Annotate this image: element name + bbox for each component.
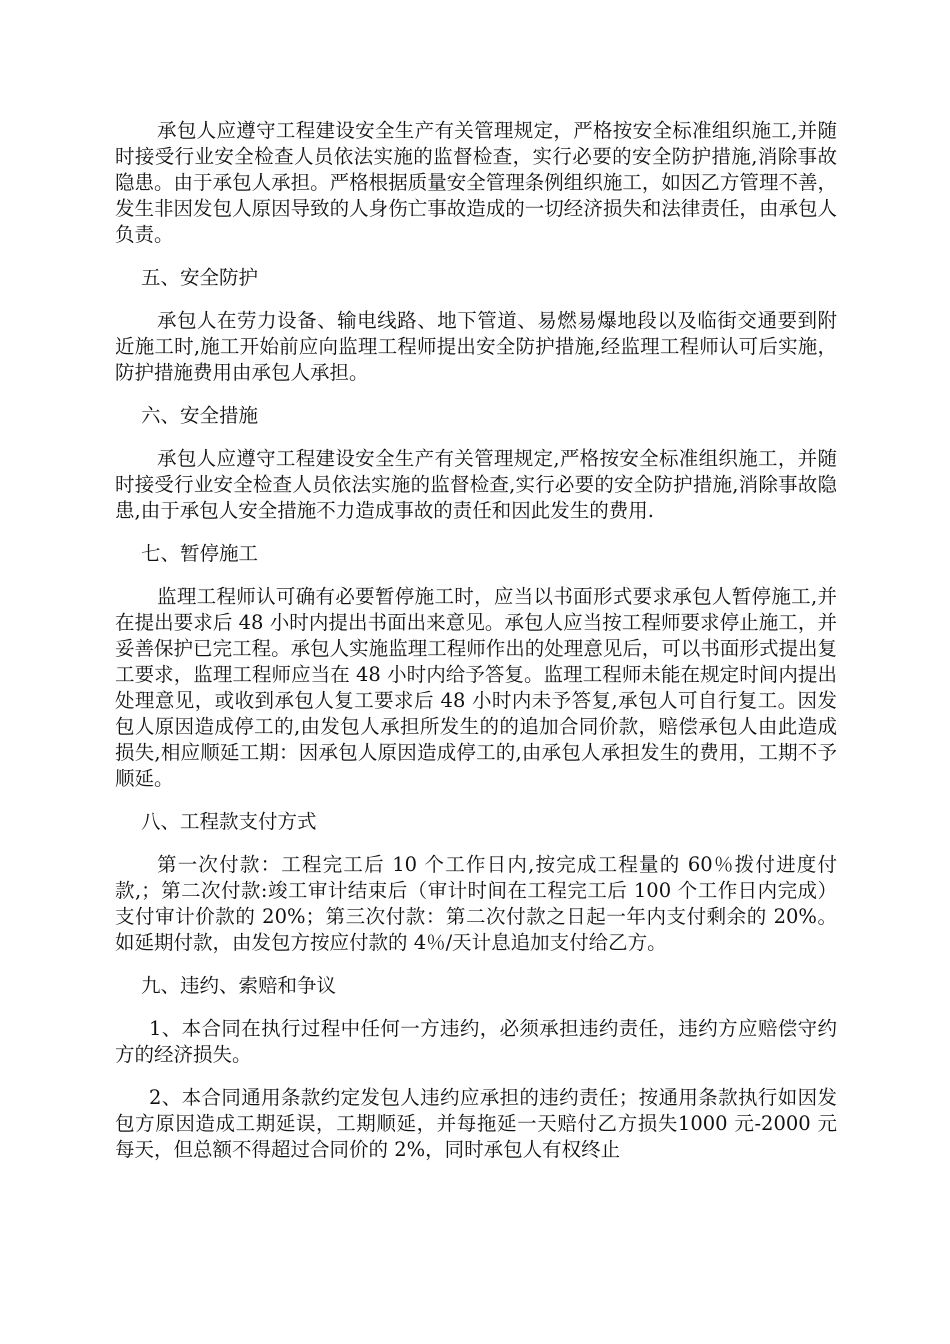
paragraph-safety-protection: 承包人在劳力设备、输电线路、地下管道、易燃易爆地段以及临街交通要到附近施工时,施工开始前应向监理工程师提出安全防护措施,经监理工程师认可后实施，防护措施费用由承包人承担。 bbox=[115, 309, 837, 384]
heading-breach-claims: 九、违约、索赔和争议 bbox=[141, 974, 337, 997]
heading-suspension: 七、暂停施工 bbox=[141, 542, 259, 565]
document-body bbox=[115, 118, 837, 1180]
paragraph-payment-method: 第一次付款：工程完工后 10 个工作日内,按完成工程量的 60％拨付进度付款,；第二次付款:竣工审计结束后（审计时间在工程完工后 100 个工作日内完成）支付审计价款的 20%；第三次付款：第二次付款之日起一年内支付剩余的 20%。如延期付款，由发包方按应付款的 4％/天计息追加支付给乙方。 bbox=[115, 853, 837, 954]
paragraph-safety-measures: 承包人应遵守工程建设安全生产有关管理规定,严格按安全标准组织施工，并随时接受行业安全检查人员依法实施的监督检查,实行必要的安全防护措施,消除事故隐患,由于承包人安全措施不力造成事故的责任和因此发生的费用. bbox=[115, 447, 837, 522]
paragraph-breach-item-2: 2、本合同通用条款约定发包人违约应承担的违约责任；按通用条款执行如因发包方原因造成工期延误，工期顺延，并每拖延一天赔付乙方损失1000 元-2000 元每天，但总额不得超过合同价的 2%，同时承包人有权终止 bbox=[115, 1086, 837, 1161]
paragraph-breach-item-1: 1、本合同在执行过程中任何一方违约，必须承担违约责任，违约方应赔偿守约方的经济损失。 bbox=[115, 1017, 837, 1066]
paragraph-suspension: 监理工程师认可确有必要暂停施工时，应当以书面形式要求承包人暂停施工,并在提出要求后 48 小时内提出书面出来意见。承包人应当按工程师要求停止施工，并妥善保护已完工程。承包人实施监理工程师作出的处理意见后，可以书面形式提出复工要求，监理工程师应当在 48 小时内给予答复。监理工程师未能在规定时间内提出处理意见，或收到承包人复工要求后 48 小时内未予答复,承包人可自行复工。因发包人原因造成停工的,由发包人承担所发生的的追加合同价款，赔偿承包人由此造成损失,相应顺延工期：因承包人原因造成停工的,由承包人承担发生的费用，工期不予顺延。 bbox=[115, 585, 837, 790]
paragraph-safety-regulations: 承包人应遵守工程建设安全生产有关管理规定，严格按安全标准组织施工,并随时接受行业安全检查人员依法实施的监督检查，实行必要的安全防护措施,消除事故隐患。由于承包人承担。严格根据质量安全管理条例组织施工，如因乙方管理不善，发生非因发包人原因导致的人身伤亡事故造成的一切经济损失和法律责任，由承包人负责。 bbox=[115, 119, 837, 246]
heading-safety-protection: 五、安全防护 bbox=[141, 266, 259, 289]
heading-payment-method: 八、工程款支付方式 bbox=[141, 810, 317, 833]
heading-safety-measures: 六、安全措施 bbox=[141, 404, 259, 427]
